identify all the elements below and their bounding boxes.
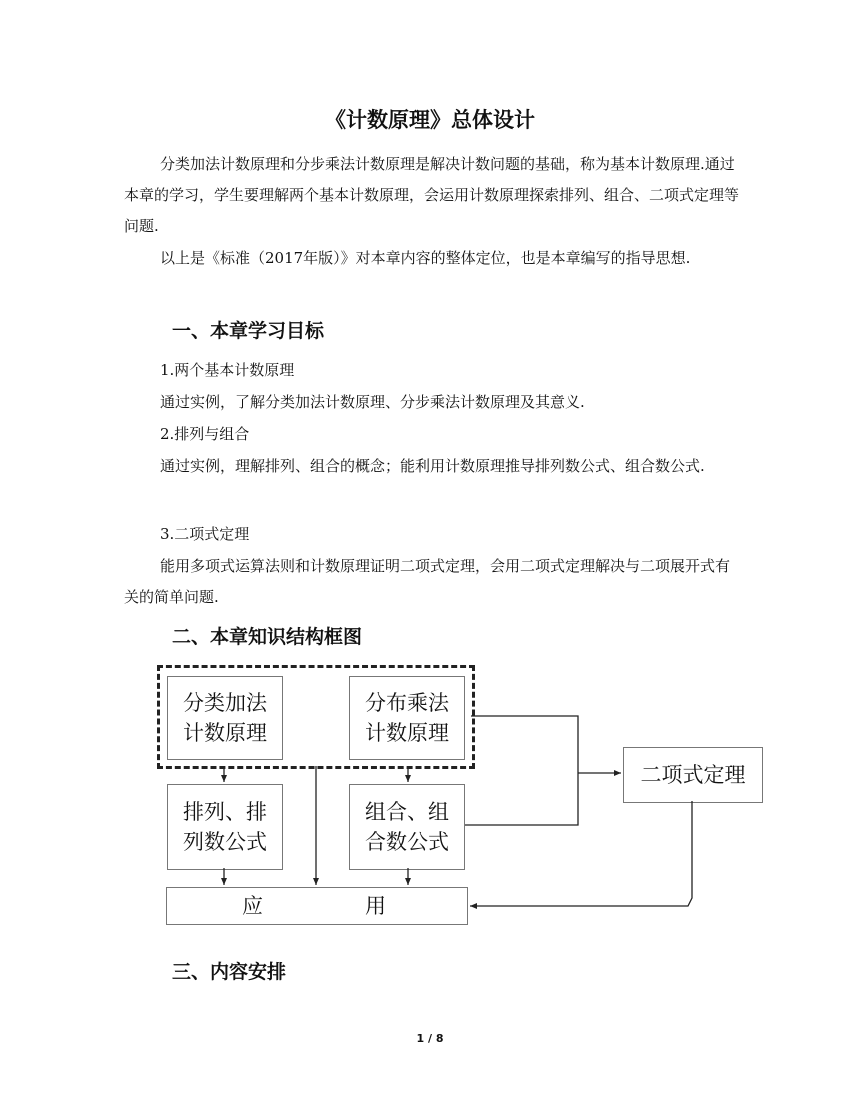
addition-principle-box [167, 676, 283, 760]
box-label: 二项式定理 [640, 763, 746, 787]
intro-paragraph-1: 分类加法计数原理和分步乘法计数原理是解决计数问题的基础，称为基本计数原理.通过本章的学习，学生要理解两个基本计数原理，会运用计数原理探索排列、组合、二项式定理等问题. [124, 155, 740, 235]
combination-box [349, 784, 465, 870]
box-label: 分类加法 [183, 691, 267, 715]
arrow-binomial-to-application [470, 801, 692, 906]
section1-heading: 一、本章学习目标 [172, 320, 325, 342]
box-label: 应 [242, 894, 263, 918]
box-label: 计数原理 [183, 721, 267, 745]
connector-to-binomial [465, 716, 578, 825]
binomial-theorem-box [623, 747, 763, 803]
box-label: 组合、组 [365, 800, 449, 824]
box-label: 用 [365, 894, 386, 918]
objective-2-title: 2.排列与组合 [160, 425, 250, 443]
box-label: 计数原理 [365, 721, 449, 745]
objective-3-title: 3.二项式定理 [160, 525, 250, 543]
box-label: 合数公式 [365, 830, 449, 854]
objective-2-text: 通过实例，理解排列、组合的概念；能利用计数原理推导排列数公式、组合数公式. [160, 457, 705, 475]
multiplication-principle-box [349, 676, 465, 760]
section3-heading: 三、内容安排 [172, 961, 287, 983]
document-title: 《计数原理》总体设计 [325, 108, 535, 132]
section2-heading: 二、本章知识结构框图 [172, 626, 363, 648]
page-number: 1 / 8 [416, 1032, 444, 1045]
objective-3-text: 能用多项式运算法则和计数原理证明二项式定理，会用二项式定理解决与二项展开式有关的简单问题. [124, 557, 731, 606]
objective-1-title: 1.两个基本计数原理 [160, 361, 295, 379]
application-box [166, 887, 468, 925]
objective-1-text: 通过实例，了解分类加法计数原理、分步乘法计数原理及其意义. [160, 393, 585, 411]
box-label: 分布乘法 [365, 691, 449, 715]
box-label: 列数公式 [183, 830, 267, 854]
permutation-box [167, 784, 283, 870]
intro-paragraph-2: 以上是《标准（2017年版）》对本章内容的整体定位，也是本章编写的指导思想. [160, 249, 691, 267]
box-label: 排列、排 [183, 800, 267, 824]
